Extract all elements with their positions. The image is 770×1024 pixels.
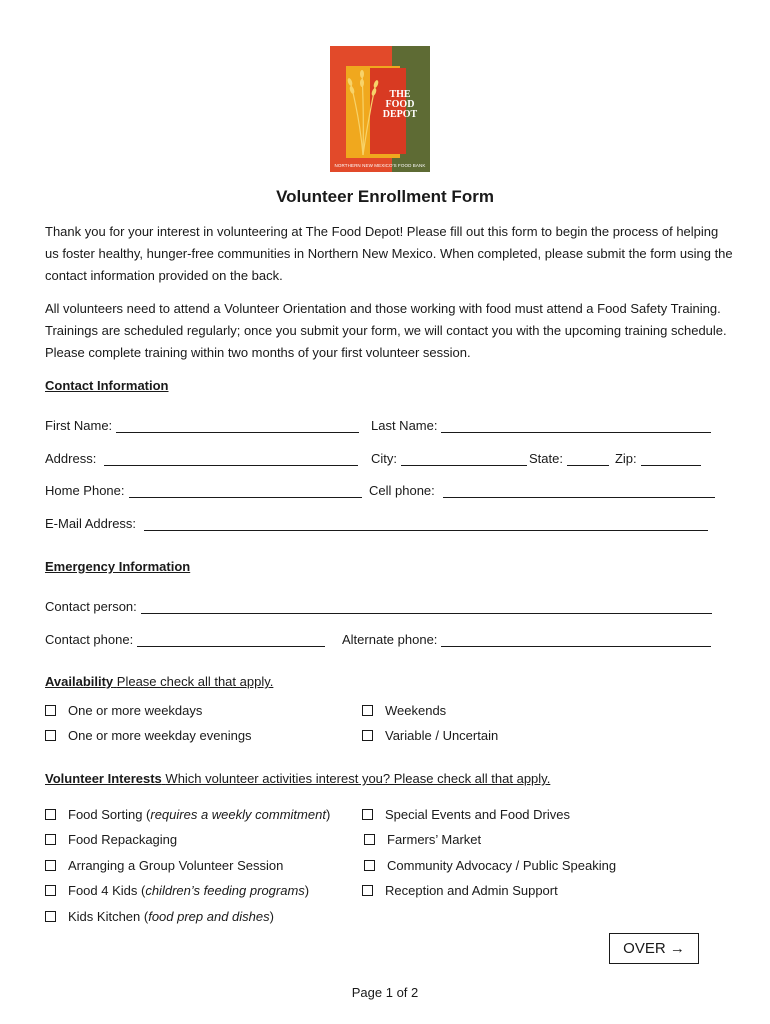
training-paragraph: All volunteers need to attend a Volunteer Orientation and those working with food must attend a Food Safety Training. Trainings are scheduled regularly; once you submit your form, we will contact you with the upcoming training schedule. Please complete training within two months of your first volunteer session. — [45, 301, 727, 360]
contact-person-label: Contact person: — [45, 599, 137, 614]
interest-food-repackaging[interactable]: Food Repackaging — [45, 832, 177, 847]
checkbox[interactable] — [45, 860, 56, 871]
checkbox[interactable] — [45, 809, 56, 820]
availability-weekends[interactable]: Weekends — [362, 703, 446, 718]
emergency-heading: Emergency Information — [45, 559, 191, 574]
availability-heading: Availability Please check all that apply. — [45, 674, 274, 689]
address-line[interactable] — [104, 453, 358, 466]
logo-tagline: NORTHERN NEW MEXICO'S FOOD BANK — [334, 163, 426, 168]
zip-label: Zip: — [614, 451, 637, 466]
checkbox[interactable] — [45, 705, 56, 716]
interest-reception[interactable]: Reception and Admin Support — [362, 883, 558, 898]
interest-community-advocacy[interactable]: Community Advocacy / Public Speaking — [364, 858, 616, 873]
interest-food-4-kids[interactable]: Food 4 Kids ( children’s feeding programs ) — [45, 883, 309, 898]
state-label: State: — [529, 451, 563, 466]
contact-heading: Contact Information — [45, 378, 169, 393]
contact-person-field[interactable] — [45, 599, 712, 614]
address-field[interactable] — [45, 451, 358, 466]
first-name-line[interactable] — [116, 420, 359, 433]
availability-variable[interactable]: Variable / Uncertain — [362, 728, 498, 743]
alternate-phone-line[interactable] — [441, 634, 711, 647]
food-depot-logo — [330, 46, 430, 172]
alternate-phone-field[interactable] — [342, 632, 711, 647]
cell-phone-line[interactable] — [443, 485, 715, 498]
checkbox[interactable] — [45, 834, 56, 845]
checkbox[interactable] — [45, 885, 56, 896]
checkbox[interactable] — [362, 809, 373, 820]
availability-weekdays[interactable]: One or more weekdays — [45, 703, 202, 718]
interest-group-session[interactable]: Arranging a Group Volunteer Session — [45, 858, 283, 873]
city-label: City: — [371, 451, 397, 466]
city-state-zip-field[interactable] — [371, 451, 701, 466]
cell-phone-field[interactable] — [369, 483, 715, 498]
form-title: Volunteer Enrollment Form — [276, 187, 494, 206]
over-button[interactable]: OVER → — [609, 933, 699, 964]
checkbox[interactable] — [362, 885, 373, 896]
interests-heading: Volunteer Interests Which volunteer activities interest you? Please check all that apply. — [45, 771, 551, 786]
alternate-phone-label: Alternate phone: — [342, 632, 438, 647]
contact-phone-line[interactable] — [137, 634, 325, 647]
checkbox[interactable] — [362, 730, 373, 741]
logo-wordmark: THE FOOD DEPOT — [382, 89, 418, 120]
interests-note: Which volunteer activities interest you? Please check all that apply. — [165, 771, 551, 786]
checkbox[interactable] — [364, 860, 375, 871]
home-phone-field[interactable] — [45, 483, 362, 498]
email-label: E-Mail Address: — [45, 516, 137, 531]
checkbox[interactable] — [45, 911, 56, 922]
checkbox[interactable] — [364, 834, 375, 845]
home-phone-line[interactable] — [129, 485, 362, 498]
city-line[interactable] — [401, 453, 527, 466]
address-label: Address: — [45, 451, 97, 466]
contact-phone-label: Contact phone: — [45, 632, 134, 647]
last-name-field[interactable] — [371, 418, 711, 433]
contact-person-line[interactable] — [141, 601, 712, 614]
interest-special-events[interactable]: Special Events and Food Drives — [362, 807, 570, 822]
last-name-line[interactable] — [441, 420, 711, 433]
contact-phone-field[interactable] — [45, 632, 325, 647]
page-number: Page 1 of 2 — [351, 985, 419, 1000]
first-name-field[interactable] — [45, 418, 359, 433]
interest-kids-kitchen[interactable]: Kids Kitchen ( food prep and dishes ) — [45, 909, 274, 924]
interest-food-sorting[interactable]: Food Sorting ( requires a weekly commitment ) — [45, 807, 330, 822]
checkbox[interactable] — [362, 705, 373, 716]
last-name-label: Last Name: — [371, 418, 438, 433]
email-field[interactable] — [45, 516, 708, 531]
intro-paragraph: Thank you for your interest in volunteering at The Food Depot! Please fill out this form to begin the process of helping us foster healthy, hunger-free communities in Northern New Mexico. When completed, please submit the form using the contact information provided on the back. — [45, 224, 733, 283]
cell-phone-label: Cell phone: — [369, 483, 435, 498]
availability-weekday-evenings[interactable]: One or more weekday evenings — [45, 728, 252, 743]
state-line[interactable] — [567, 453, 609, 466]
first-name-label: First Name: — [45, 418, 113, 433]
interest-farmers-market[interactable]: Farmers’ Market — [364, 832, 481, 847]
availability-note: Please check all that apply. — [116, 674, 274, 689]
email-line[interactable] — [144, 518, 708, 531]
home-phone-label: Home Phone: — [45, 483, 125, 498]
zip-line[interactable] — [641, 453, 701, 466]
checkbox[interactable] — [45, 730, 56, 741]
